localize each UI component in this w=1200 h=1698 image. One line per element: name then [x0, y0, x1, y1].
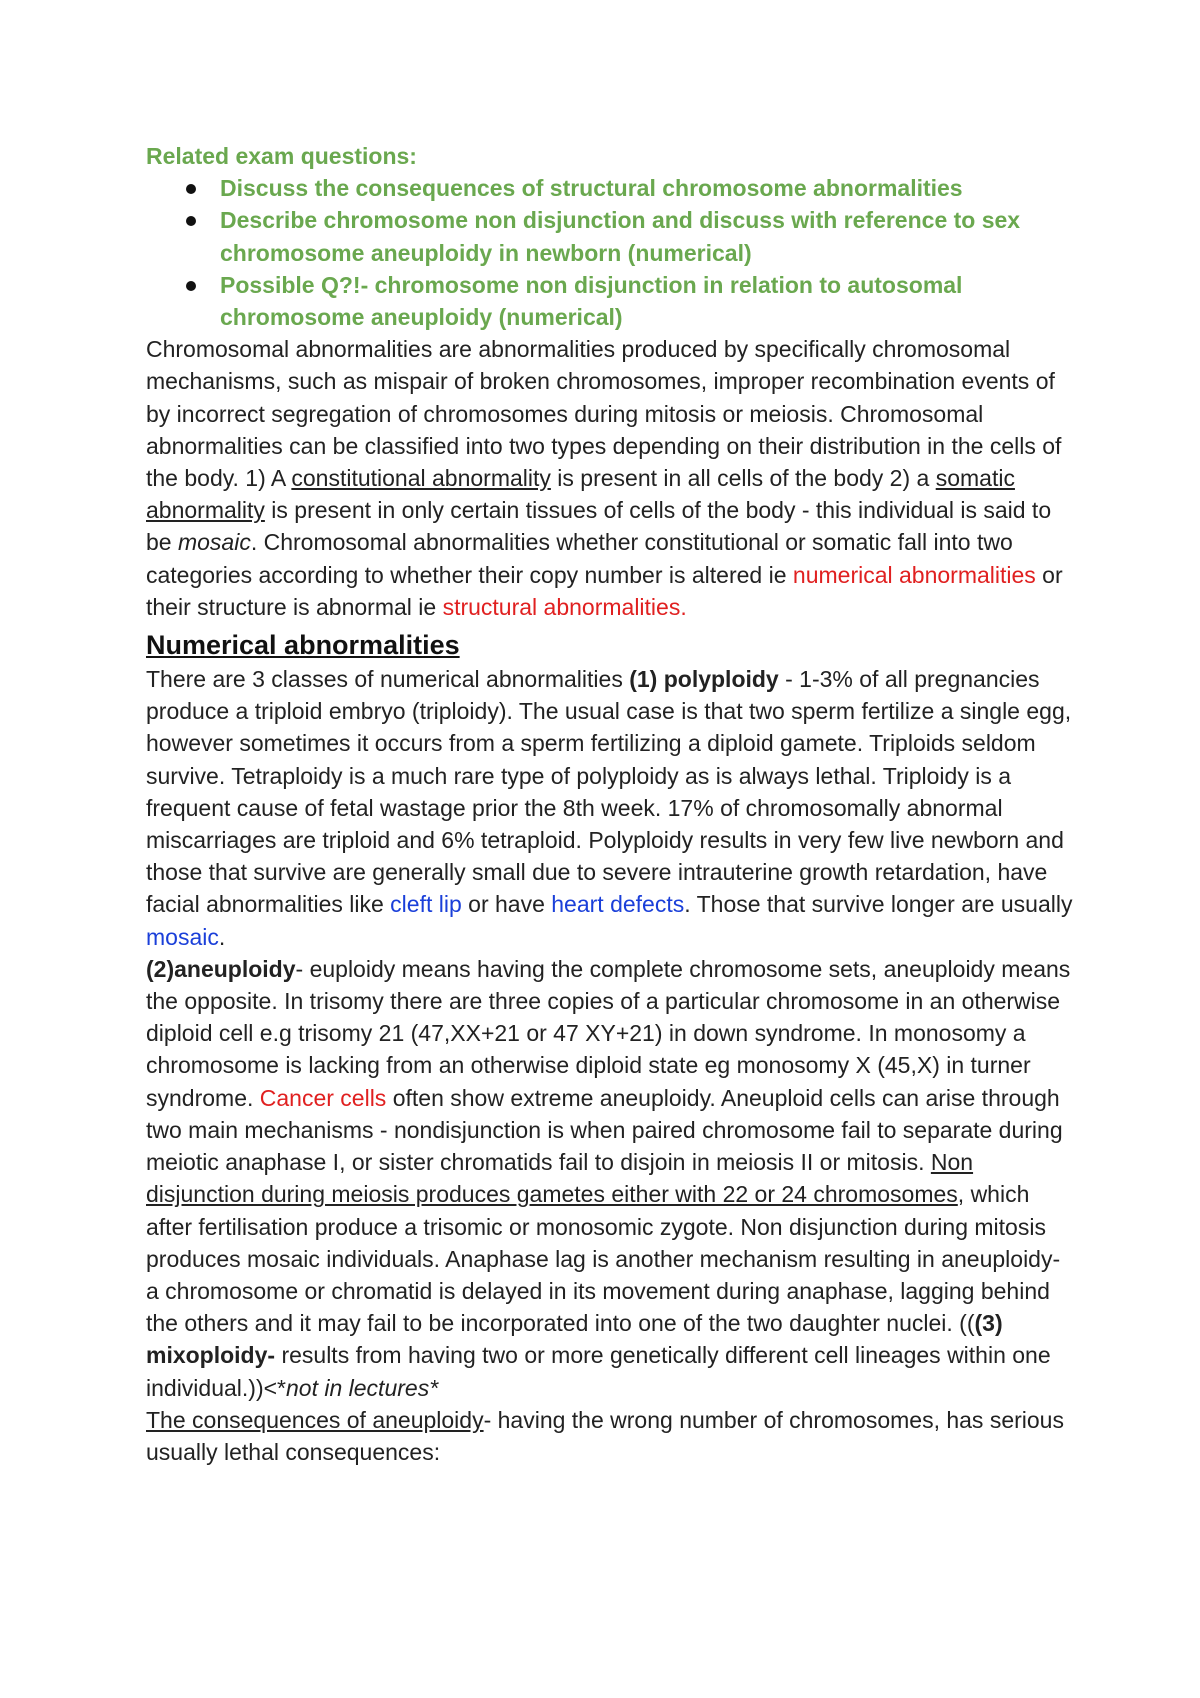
- not-in-lectures-note: not in lectures*: [286, 1374, 439, 1401]
- aneuploidy-term: (2)aneuploidy: [146, 955, 296, 982]
- polyploidy-text: There are 3 classes of numerical abnormalities: [146, 666, 630, 693]
- aneuploidy-text: often show extreme aneuploidy. Aneuploid cells can arise through two main mechanisms - nondisjunction is when paired chromosome fail to separate during meiotic anaphase I, or sister chromatids fail to disjoin in meiosis II or mitosis.: [146, 1084, 1063, 1176]
- structural-abnormalities-term: structural abnormalities.: [442, 593, 687, 620]
- intro-paragraph: [146, 333, 1076, 623]
- aneuploidy-text: - euploidy means having the complete chromosome sets, aneuploidy means the opposite. In trisomy there are three copies of a particular chromosome in an otherwise diploid cell e.g trisomy 21 (47,XX+21 or 47 XY+21) in down syndrome. In monosomy a chromosome is lacking from an otherwise diploid state eg monosomy X (45,X) in turner syndrome.: [146, 955, 1071, 1111]
- document-page: [146, 140, 1076, 1468]
- polyploidy-term: (1) polyploidy: [629, 666, 779, 693]
- aneuploidy-text: , which after fertilisation produce a trisomic or monosomic zygote. Non disjunction during mitosis produces mosaic individuals. Anaphase lag is another mechanism resulting in aneuploidy- a chromosome or chromatid is delayed in its movement during anaphase, lagging behind the others and it may fail to be incorporated into one of the two daughter nuclei. ((: [146, 1181, 1061, 1337]
- somatic-abnormality-term: somatic abnormality: [146, 465, 1015, 524]
- consequences-term: The consequences of aneuploidy: [146, 1406, 484, 1433]
- question-item: Discuss the consequences of structural chromosome abnormalities: [220, 172, 1076, 204]
- section-heading: Numerical abnormalities: [146, 630, 460, 661]
- mixoploidy-term: (3) mixoploidy-: [146, 1310, 1003, 1369]
- polyploidy-text: or have: [461, 891, 552, 918]
- question-item: Describe chromosome non disjunction and discuss with reference to sex chromosome aneuploidy in newborn (numerical): [220, 204, 1076, 268]
- intro-text: is present in all cells of the body 2) a: [550, 465, 936, 492]
- question-item: Possible Q?!- chromosome non disjunction in relation to autosomal chromosome aneuploidy (numerical): [220, 269, 1076, 333]
- polyploidy-text: .: [218, 923, 226, 950]
- consequences-paragraph: [146, 1404, 1076, 1468]
- mosaic-term: mosaic: [146, 923, 219, 950]
- questions-list: [146, 172, 1076, 333]
- cancer-cells-term: Cancer cells: [259, 1084, 387, 1111]
- intro-text: . Chromosomal abnormalities whether constitutional or somatic fall into two categories according to whether their copy number is altered ie: [146, 529, 1013, 588]
- mosaic-term: mosaic: [177, 529, 251, 556]
- cleft-lip-term: cleft lip: [390, 891, 462, 918]
- numerical-abnormalities-term: numerical abnormalities: [792, 561, 1036, 588]
- constitutional-abnormality-term: constitutional abnormality: [291, 465, 551, 492]
- consequences-text: - having the wrong number of chromosomes, has serious usually lethal consequences:: [146, 1406, 1064, 1465]
- questions-title: Related exam questions:: [146, 143, 417, 169]
- intro-text: is present in only certain tissues of cells of the body - this individual is said to be: [146, 497, 1052, 556]
- aneuploidy-paragraph: [146, 953, 1076, 1404]
- intro-text: Chromosomal abnormalities are abnormalities produced by specifically chromosomal mechanisms, such as mispair of broken chromosomes, improper recombination events of by incorrect segregation of chromosomes during mitosis or meiosis. Chromosomal abnormalities can be classified into two types depending on their distribution in the cells of the body. 1) A: [146, 336, 1062, 492]
- non-disjunction-note: Non disjunction during meiosis produces gametes either with 22 or 24 chromosomes: [146, 1149, 974, 1208]
- intro-text: or their structure is abnormal ie: [146, 561, 1063, 620]
- polyploidy-text: . Those that survive longer are usually: [684, 891, 1073, 918]
- aneuploidy-text: results from having two or more genetically different cell lineages within one individual.))<*: [146, 1342, 1051, 1401]
- heart-defects-term: heart defects: [551, 891, 685, 918]
- polyploidy-paragraph: [146, 663, 1076, 953]
- polyploidy-text: - 1-3% of all pregnancies produce a triploid embryo (triploidy). The usual case is that two sperm fertilize a single egg, however sometimes it occurs from a sperm fertilizing a diploid gamete. Triploids seldom survive. Tetraploidy is a much rare type of polyploidy as is always lethal. Triploidy is a frequent cause of fetal wastage prior the 8th week. 17% of chromosomally abnormal miscarriages are triploid and 6% tetraploid. Polyploidy results in very few live newborn and those that survive are generally small due to severe intrauterine growth retardation, have facial abnormalities like: [146, 666, 1072, 918]
